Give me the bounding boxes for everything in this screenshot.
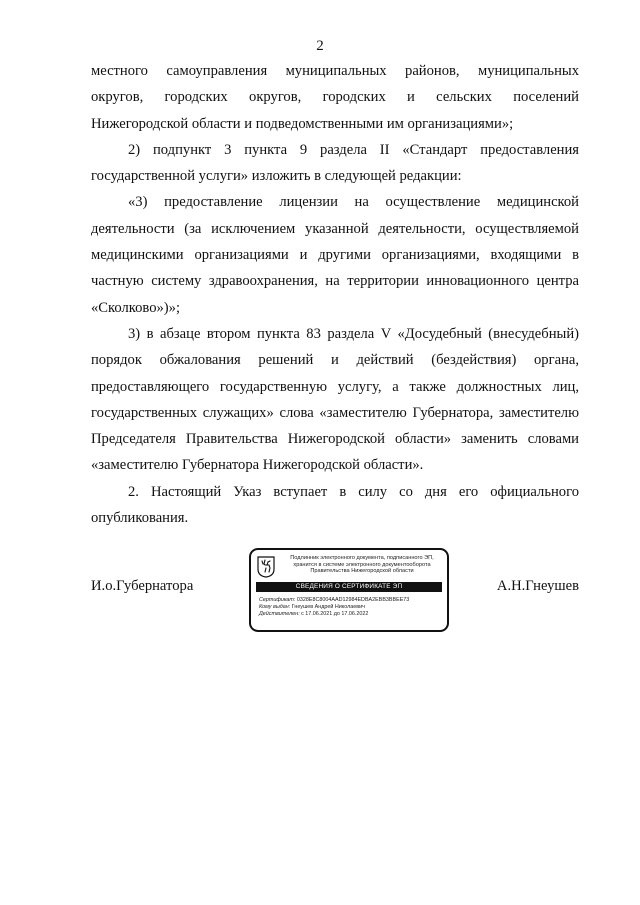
electronic-signature-stamp — [249, 548, 449, 632]
deer-emblem-icon — [257, 556, 275, 578]
issued-to-label: Кому выдан: — [259, 604, 291, 611]
validity-label: Действителен: — [259, 611, 300, 618]
notice-line: Правительства Нижегородской области — [310, 568, 414, 575]
text-line: Нижегородской области и подведомственными им организациями»; — [91, 115, 514, 132]
validity-row — [259, 611, 445, 618]
notice-line: хранится в системе электронного документооборота — [293, 561, 431, 568]
notice-line: Подлинник электронного документа, подписанного ЭП, — [290, 555, 434, 561]
page-number: 2 — [316, 38, 324, 54]
issued-to-value: Гнеушев Андрей Николаевич — [291, 604, 365, 611]
signature-block — [91, 548, 579, 634]
text-line: местного самоуправления муниципальных районов, муниципальных — [91, 63, 579, 79]
paragraph-clause-2: 2. Настоящий Указ вступает в силу со дня его официального опубликования. — [91, 483, 579, 527]
certificate-label: Сертификат: — [259, 597, 296, 603]
certificate-details — [259, 597, 445, 619]
signatory-position: И.о.Губернатора — [91, 578, 194, 594]
document-body — [91, 58, 579, 531]
paragraph-continuation — [91, 58, 579, 137]
validity-value: с 17.06.2021 до 17.06.2022 — [301, 611, 369, 618]
text-line: округов, городских округов, городских и сельских поселений — [91, 89, 579, 106]
paragraph-item-2: 2) подпункт 3 пункта 9 раздела II «Стандарт предоставления государственной услуги» изложить в следующей редакции: — [91, 141, 579, 185]
stamp-title-bar: СВЕДЕНИЯ О СЕРТИФИКАТЕ ЭП — [256, 582, 442, 592]
paragraph-quoted-item-3: «3) предоставление лицензии на осуществление медицинской деятельности (за исключением указанной деятельности, осуществляемой медицинскими организациями и другими организациями, входящими в частную систему здравоохранения, на территории инновационного центра «Сколково»)»; — [91, 194, 579, 316]
stamp-notice — [279, 555, 445, 575]
paragraph-item-3: 3) в абзаце втором пункта 83 раздела V «Досудебный (внесудебный) порядок обжалования решений и действий (бездействия) органа, предоставляющего государственную услугу, а также должностных лиц, государственных служащих» слова «заместителю Губернатора, заместителю Председателя Правительства Нижегородской области» заменить словами «заместителю Губернатора Нижегородской области». — [91, 325, 579, 474]
signatory-name: А.Н.Гнеушев — [496, 578, 579, 594]
certificate-value: 0328E8C8004AAD12984EDBA2EBB3BBEE73 — [296, 597, 410, 603]
